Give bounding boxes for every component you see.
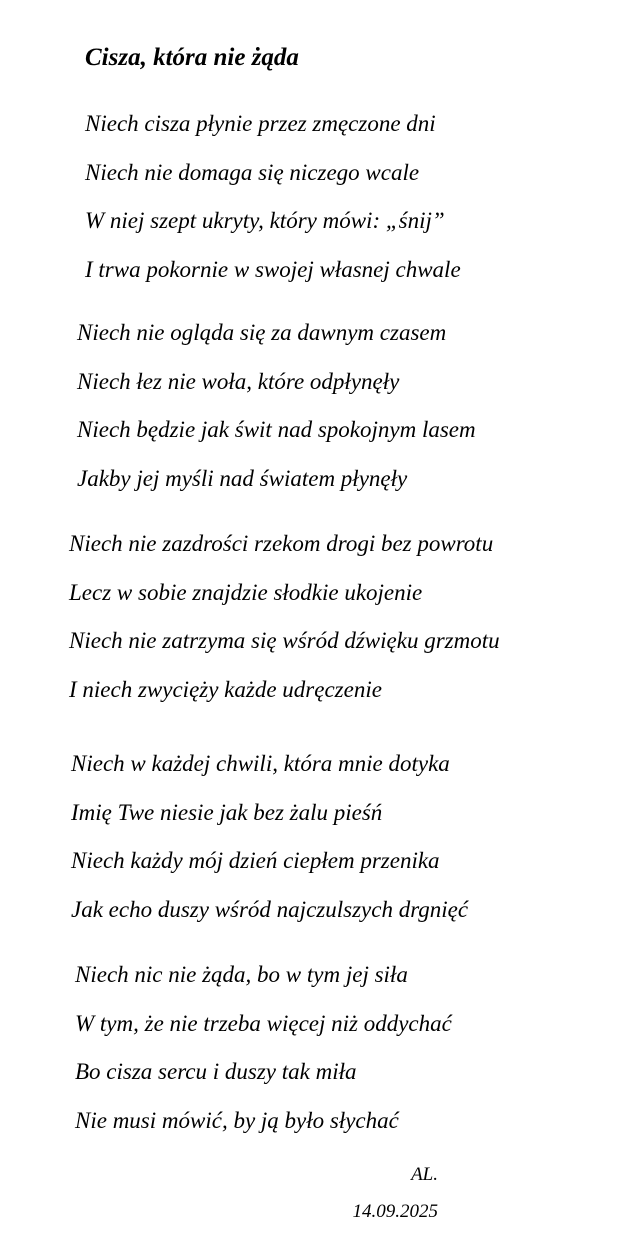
- poem-line: Nie musi mówić, by ją było słychać: [75, 1107, 399, 1133]
- poem-line: Niech nic nie żąda, bo w tym jej siła: [75, 962, 408, 987]
- poem-line: Bo cisza sercu i duszy tak miła: [75, 1059, 357, 1084]
- stanza-5: [75, 958, 452, 1152]
- poem-title: Cisza, która nie żąda: [85, 44, 299, 71]
- poem-line: Niech nie domaga się niczego wcale: [85, 159, 420, 185]
- poem-date: 14.09.2025: [352, 1201, 438, 1222]
- author-signature: AL.: [411, 1164, 438, 1185]
- poem-line: Niech cisza płynie przez zmęczone dni: [85, 111, 436, 136]
- poem-line: Niech nie ogląda się za dawnym czasem: [77, 320, 447, 345]
- poem-line: Jak echo duszy wśród najczulszych drgnięć: [71, 896, 469, 922]
- poem-line: Niech nie zatrzyma się wśród dźwięku grzmotu: [69, 628, 500, 653]
- poem-line: Niech będzie jak świt nad spokojnym lasem: [77, 417, 476, 442]
- stanza-4: [71, 747, 468, 941]
- poem-line: I trwa pokornie w swojej własnej chwale: [85, 256, 461, 282]
- poem-line: Lecz w sobie znajdzie słodkie ukojenie: [69, 579, 423, 605]
- stanza-2: [77, 316, 476, 510]
- poem-line: W niej szept ukryty, który mówi: „śnij”: [85, 208, 445, 233]
- poem-line: Jakby jej myśli nad światem płynęły: [77, 465, 408, 491]
- stanza-3: [69, 527, 500, 721]
- stanza-1: [85, 107, 461, 301]
- poem-line: I niech zwycięży każde udręczenie: [69, 676, 382, 702]
- poem-line: W tym, że nie trzeba więcej niż oddychać: [75, 1010, 452, 1036]
- poem-line: Niech każdy mój dzień ciepłem przenika: [71, 848, 440, 873]
- poem-line: Niech łez nie woła, które odpłynęły: [77, 368, 400, 394]
- poem-line: Niech w każdej chwili, która mnie dotyka: [71, 751, 450, 776]
- poem-line: Imię Twe niesie jak bez żalu pieśń: [71, 799, 383, 825]
- poem-line: Niech nie zazdrości rzekom drogi bez powrotu: [69, 531, 494, 556]
